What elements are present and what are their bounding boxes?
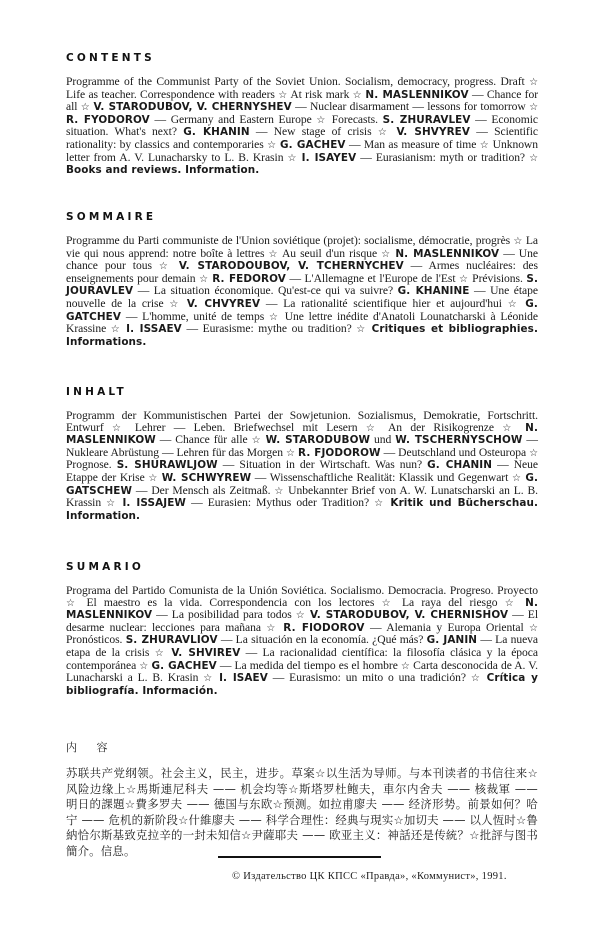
star-separator-icon: ☆ — [148, 472, 159, 484]
contents-chinese — [66, 742, 538, 860]
section-heading: CONTENTS — [66, 52, 155, 64]
bold-entry: G. KHANIN — [183, 126, 250, 139]
star-separator-icon: ☆ — [529, 447, 538, 459]
bold-entry: G. GACHEV — [151, 659, 217, 672]
bold-entry: N. MASLENNIKOV — [395, 247, 500, 260]
bold-entry: S. SHURAWLJOW — [116, 459, 218, 472]
section-heading: INHALT — [66, 386, 127, 398]
star-separator-icon: ☆ — [199, 273, 209, 285]
bold-entry: V. STARODUBOV, V. CHERNISHOV — [309, 609, 509, 622]
bold-entry: V. CHVYREV — [186, 297, 261, 310]
star-separator-icon: ☆ — [287, 152, 298, 164]
bold-entry: R. FEDOROV — [212, 272, 286, 285]
star-separator-icon: ☆ — [479, 139, 490, 151]
star-separator-icon: ☆ — [295, 610, 306, 622]
footer-divider — [218, 856, 381, 858]
star-separator-icon: ☆ — [139, 660, 149, 672]
contents-english — [66, 52, 538, 177]
star-separator-icon: ☆ — [513, 236, 523, 247]
bold-entry: N. MASLENNIKOV — [365, 88, 469, 101]
star-separator-icon: ☆ — [266, 622, 278, 634]
star-separator-icon: ☆ — [502, 422, 517, 434]
bold-entry: G. GACHEV — [279, 138, 346, 151]
star-separator-icon: ☆ — [381, 597, 395, 609]
star-separator-icon: ☆ — [381, 248, 392, 260]
star-separator-icon: ☆ — [507, 298, 520, 310]
star-separator-icon: ☆ — [377, 127, 391, 139]
bold-entry: V. STARODUBOV, V. CHERNYSHEV — [93, 101, 292, 114]
star-separator-icon: ☆ — [112, 422, 127, 434]
bold-entry: V. SHVYREV — [396, 126, 471, 139]
bold-entry: Critiques et bibliographies. Informations. — [66, 323, 539, 348]
star-separator-icon: ☆ — [356, 324, 367, 336]
bold-entry: N. MASLENNIKOV — [66, 596, 539, 622]
star-separator-icon: ☆ — [459, 273, 469, 285]
star-separator-icon: ☆ — [269, 311, 280, 323]
bold-entry: S. JOURAVLEV — [66, 272, 539, 298]
bold-entry: G. GATSCHEW — [66, 471, 538, 497]
section-body: 苏联共产党纲领。社会主义，民主，进步。草案☆以生活为导师。与本刊读者的书信往来☆风险边缘上☆馬斯連尼科夫 —— 机会均等☆斯塔罗杜鲍夫，車尔内舍夫 —— 核裁軍 —— 明日的課題☆費多罗夫 —— 德国与东欧☆预测。如拉甫廖夫 —— 经济形势。前景如何？哈宁 —— 危机的新阶段☆什維廖夫 —— 科学合理性：经典与現实☆加切夫 —— 以人恆时☆鲁納恰尔斯基致克拉辛的一封未知信☆尹薩耶夫 —— 欧亚主义：神話还是传統？☆批評与图书簡介。信息。 — [66, 766, 538, 858]
contents-french — [66, 211, 538, 348]
bold-entry: V. SHVIREV — [171, 646, 241, 659]
star-separator-icon: ☆ — [529, 622, 538, 634]
star-separator-icon: ☆ — [470, 673, 482, 685]
section-heading: 内 容 — [66, 741, 116, 754]
bold-entry: W. SCHWYREW — [161, 471, 252, 484]
bold-entry: S. ZHURAVLEV — [382, 113, 471, 126]
bold-entry: W. STARODUBOW — [265, 434, 371, 447]
copyright-notice: © Издательство ЦК КПСС «Правда», «Коммунист», 1991. — [232, 871, 507, 882]
star-separator-icon: ☆ — [529, 102, 538, 114]
star-separator-icon: ☆ — [365, 422, 381, 434]
star-separator-icon: ☆ — [285, 447, 296, 459]
star-separator-icon: ☆ — [169, 298, 182, 310]
star-separator-icon: ☆ — [316, 114, 328, 126]
star-separator-icon: ☆ — [80, 102, 91, 114]
bold-entry: I. ISAEV — [219, 672, 268, 685]
bold-entry: G. JANIN — [426, 634, 478, 647]
star-separator-icon: ☆ — [66, 597, 80, 609]
star-separator-icon: ☆ — [268, 248, 279, 260]
bold-entry: R. FIODOROV — [283, 621, 365, 634]
section-body: Programme of the Communist Party of the Soviet Union. Socialism, democracy, progress. Draft ☆ Life as teacher. Correspondence with readers ☆ At risk mark ☆ N. MASLENNIKOV — Chance for all ☆ V. STARODUBOV, V. CHERNYSHEV — Nuclear disarmament — lessons for tomorrow ☆ R. FYODOROV — Germany and Eastern Europe ☆ Forecasts. S. ZHURAVLEV — Economic situation. What's next? G. KHANIN — New stage of crisis ☆ V. SHVYREV — Scientific rationality: by classics and contemporaries ☆ G. GACHEV — Man as measure of time ☆ Unknown letter from A. V. Lunacharsky to L. B. Krasin ☆ I. ISAYEV — Eurasianism: myth or tradition? ☆ Books and reviews. Information. — [66, 75, 539, 177]
star-separator-icon: ☆ — [278, 89, 288, 101]
star-separator-icon: ☆ — [374, 498, 386, 510]
star-separator-icon: ☆ — [400, 660, 411, 672]
star-separator-icon: ☆ — [274, 485, 285, 497]
bold-entry: I. ISSAJEW — [122, 497, 186, 510]
bold-entry: N. MASLENNIKOW — [66, 421, 539, 447]
star-separator-icon: ☆ — [267, 139, 277, 151]
bold-entry: S. ZHURAVLIOV — [125, 634, 218, 647]
bold-entry: R. FJODOROW — [298, 446, 381, 459]
section-body: Programa del Partido Comunista de la Unión Soviética. Socialismo. Democracia. Progreso. Proyecto ☆ El maestro es la vida. Correspondencia con los lectores ☆ La raya del riesgo ☆ N. MASLENNIKOV — La posibilidad para todos ☆ V. STARODUBOV, V. CHERNISHOV — El desarme nuclear: lecciones para mañana ☆ R. FIODOROV — Alemania y Europa Oriental ☆ Pronósticos. S. ZHURAVLIOV — La situación en la economía. ¿Qué más? G. JANIN — La nueva etapa de la crisis ☆ V. SHVIREV — La racionalidad científica: la filosofía clásica y la época contemporánea ☆ G. GACHEV — La medida del tiempo es el hombre ☆ Carta desconocida de A. V. Lunacharski a L. B. Krasin ☆ I. ISAEV — Eurasismo: un mito o una tradición? ☆ Crítica y bibliografía. Información. — [66, 584, 539, 697]
bold-entry: V. STARODOUBOV, V. TCHERNYCHEV — [178, 260, 404, 273]
star-separator-icon: ☆ — [106, 498, 118, 510]
bold-entry: G. CHANIN — [427, 459, 493, 472]
bold-entry: I. ISSAEV — [126, 323, 182, 336]
bold-entry: G. GATCHEV — [66, 297, 538, 323]
bold-entry: W. TSCHERNYSCHOW — [395, 434, 523, 447]
bold-entry: Crítica y bibliografía. Información. — [66, 672, 538, 697]
star-separator-icon: ☆ — [511, 472, 522, 484]
star-separator-icon: ☆ — [251, 435, 262, 447]
section-body: Programm der Kommunistischen Partei der Sowjetunion. Sozialismus, Demokratie, Fortschritt. Entwurf ☆ Lehrer — Leben. Briefwechsel mit Lesern ☆ An der Risikogrenze ☆ N. MASLENNIKOW — Chance für alle ☆ W. STARODUBOW und W. TSCHERNYSCHOW — Nukleare Abrüstung — Lehren für das Morgen ☆ R. FJODOROW — Deutschland und Osteuropa ☆ Prognose. S. SHURAWLJOW — Situation in der Wirtschaft. Was nun? G. CHANIN — Neue Etappe der Krise ☆ W. SCHWYREW — Wissenschaftliche Realität: Klassik und Gegenwart ☆ G. GATSCHEW — Der Mensch als Zeitmaß. ☆ Unbekannter Brief von A. W. Lunatscharski an L. B. Krassin ☆ I. ISSAJEW — Eurasien: Mythus oder Tradition? ☆ Kritik und Bücherschau. Information. — [66, 409, 539, 522]
bold-entry: I. ISAYEV — [301, 151, 357, 164]
section-heading: SUMARIO — [66, 561, 144, 573]
bold-entry: G. KHANINE — [397, 285, 470, 298]
bold-entry: Books and reviews. Information. — [66, 164, 260, 177]
section-heading: SOMMAIRE — [66, 211, 157, 223]
contents-spanish — [66, 561, 538, 697]
star-separator-icon: ☆ — [158, 261, 172, 273]
star-separator-icon: ☆ — [352, 89, 363, 101]
star-separator-icon: ☆ — [203, 673, 215, 685]
bold-entry: Kritik und Bücherschau. Information. — [66, 497, 539, 522]
star-separator-icon: ☆ — [529, 77, 538, 88]
star-separator-icon: ☆ — [110, 324, 122, 336]
section-body: Programme du Parti communiste de l'Union soviétique (projet): socialisme, démocratie, progrès ☆ La vie qui nous apprend: notre boîte à lettres ☆ Au seuil d'un risque ☆ N. MASLENNIKOV — Une chance pour tous ☆ V. STARODOUBOV, V. TCHERNYCHEV — Armes nucléaires: des enseignements pour demain ☆ R. FEDOROV — L'Allemagne et l'Europe de l'Est ☆ Prévisions. S. JOURAVLEV — La situation économique. Qu'est-ce qui va suivre? G. KHANINE — Une étape nouvelle de la crise ☆ V. CHVYREV — La rationalité scientifique hier et aujourd'hui ☆ G. GATCHEV — L'homme, unité de temps ☆ Une lettre inédite d'Anatoli Lounatcharski à Léonide Krassine ☆ I. ISSAEV — Eurasisme: mythe ou tradition? ☆ Critiques et bibliographies. Informations. — [66, 234, 539, 348]
star-separator-icon: ☆ — [154, 647, 167, 659]
contents-german — [66, 386, 538, 522]
star-separator-icon: ☆ — [504, 597, 518, 609]
star-separator-icon: ☆ — [529, 152, 538, 164]
bold-entry: R. FYODOROV — [66, 113, 150, 126]
